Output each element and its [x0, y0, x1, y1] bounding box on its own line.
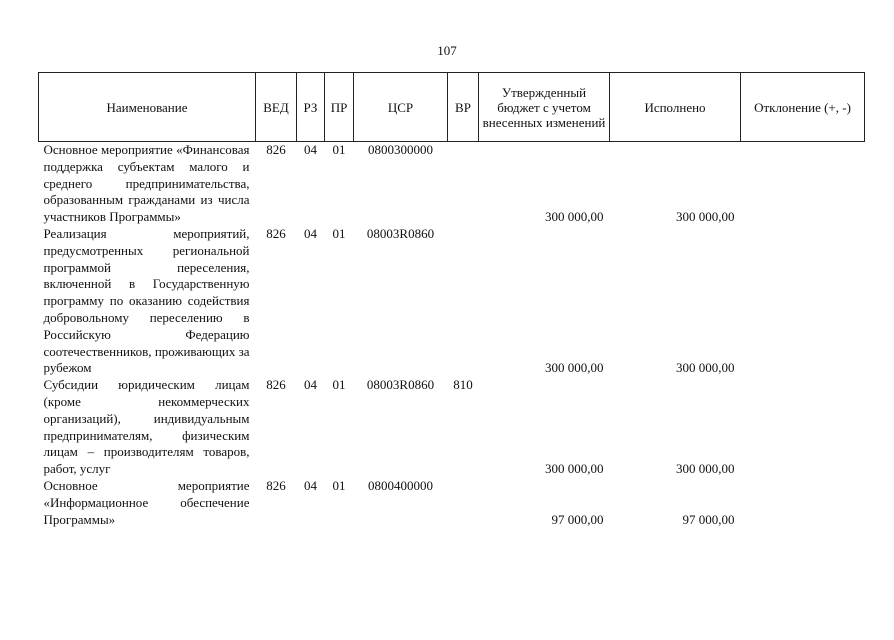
row-pr: 01 [332, 142, 346, 157]
row-vr: 810 [453, 377, 473, 393]
row-ved: 826 [266, 142, 286, 157]
header-deviation: Отклонение (+, -) [741, 73, 865, 142]
table-row [39, 226, 865, 377]
row-rz: 04 [304, 142, 317, 157]
row-approved: 300 000,00 [545, 209, 604, 225]
row-executed: 300 000,00 [676, 461, 735, 477]
table-row [39, 142, 865, 226]
header-executed: Исполнено [610, 73, 741, 142]
row-vr [448, 478, 479, 528]
row-vr [448, 226, 479, 377]
row-executed: 300 000,00 [676, 360, 735, 376]
row-deviation [741, 226, 865, 377]
header-rz: РЗ [297, 73, 325, 142]
row-deviation [741, 377, 865, 478]
row-approved: 300 000,00 [545, 461, 604, 477]
row-ved: 826 [266, 377, 286, 393]
row-executed: 97 000,00 [682, 511, 735, 527]
row-name: Основное мероприятие «Информационное обеспечение Программы» [43, 477, 250, 527]
row-vr [448, 142, 479, 226]
row-ved: 826 [266, 477, 286, 493]
row-csr: 08003R0860 [366, 225, 435, 241]
row-name-cell [39, 377, 256, 478]
row-rz: 04 [304, 377, 317, 393]
row-deviation [741, 142, 865, 226]
row-rz: 04 [304, 477, 317, 493]
budget-table [38, 72, 865, 528]
row-csr: 0800300000 [368, 142, 433, 157]
table-row [39, 377, 865, 478]
row-executed: 300 000,00 [676, 209, 735, 225]
row-ved: 826 [266, 225, 286, 241]
row-name-cell [39, 478, 256, 528]
header-ved: ВЕД [256, 73, 297, 142]
row-name: Субсидии юридическим лицам (кроме некоммерческих организаций), индивидуальным предпринимателям, физическим лицам – производителям товаров, работ, услуг [43, 377, 250, 477]
row-csr: 08003R0860 [366, 377, 435, 393]
row-name: Основное мероприятие «Финансовая поддержка субъектам малого и среднего предпринимательства, образованным гражданами из числа участников Программы» [43, 142, 250, 225]
header-approved: Утвержденный бюджет с учетом внесенных изменений [479, 73, 610, 142]
header-vr: ВР [448, 73, 479, 142]
header-pr: ПР [325, 73, 354, 142]
row-name: Реализация мероприятий, предусмотренных региональной программой переселения, включенной в Государственную программу по оказанию содействия добровольному переселению в Российскую Федерацию соотечественников, проживающих за рубежом [43, 225, 250, 376]
page-number: 107 [437, 43, 457, 58]
row-approved: 97 000,00 [551, 511, 604, 527]
row-csr: 0800400000 [368, 477, 433, 493]
row-approved: 300 000,00 [545, 360, 604, 376]
row-deviation [741, 478, 865, 528]
row-name-cell [39, 226, 256, 377]
row-pr: 01 [332, 225, 346, 241]
header-name: Наименование [39, 73, 256, 142]
row-rz: 04 [304, 225, 317, 241]
row-name-cell [39, 142, 256, 226]
header-csr: ЦСР [354, 73, 448, 142]
row-pr: 01 [332, 477, 346, 493]
row-pr: 01 [332, 377, 346, 393]
table-row [39, 478, 865, 528]
table-header-row [39, 73, 865, 142]
